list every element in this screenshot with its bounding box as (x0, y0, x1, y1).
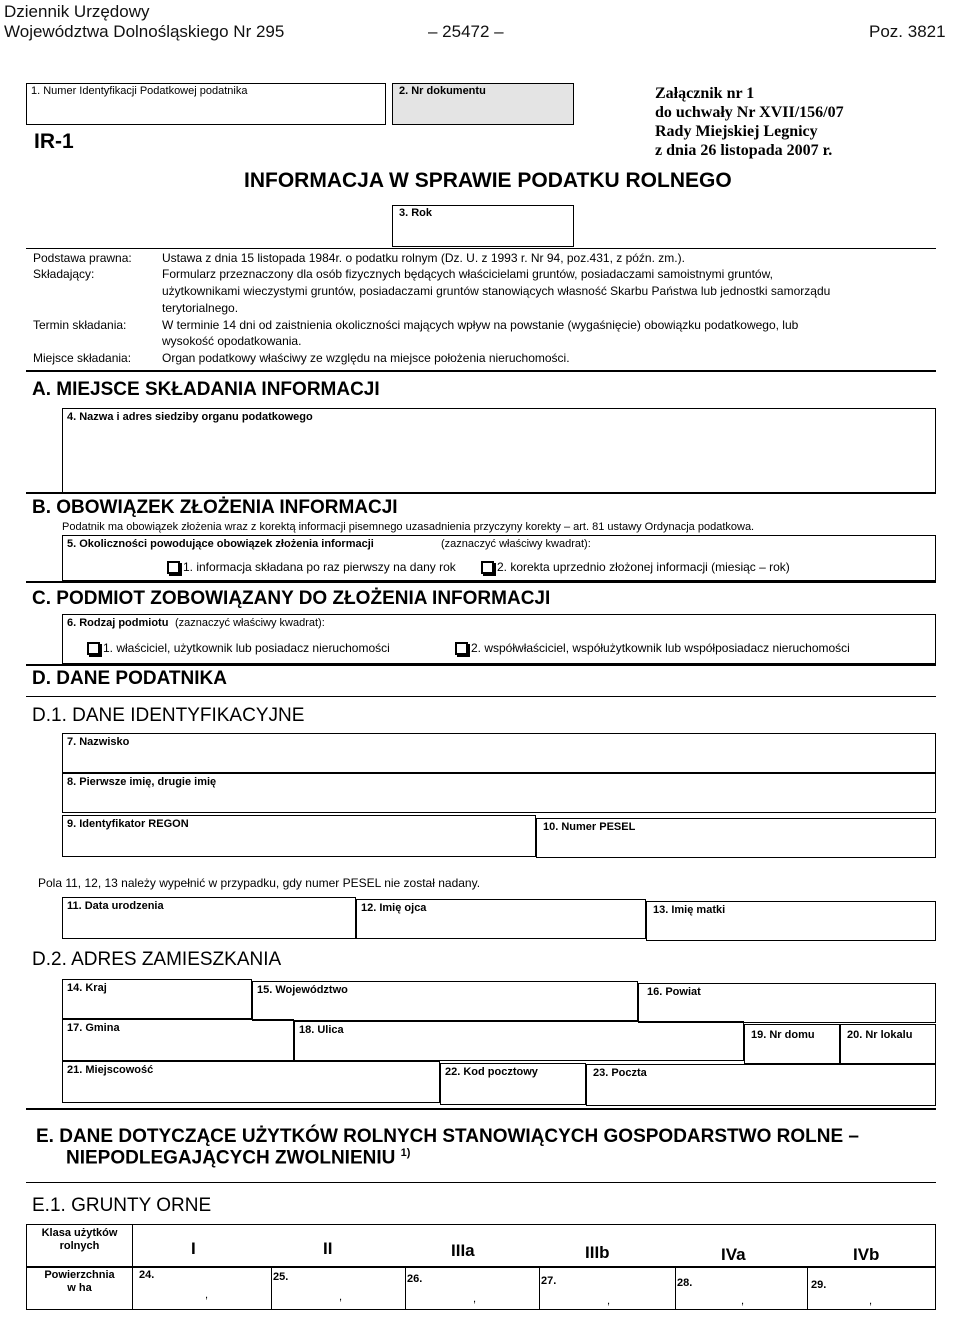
journal-title: Dziennik Urzędowy (4, 2, 150, 21)
land-area-row (26, 1266, 936, 1310)
nip-field[interactable] (26, 83, 386, 125)
pesel-field[interactable] (536, 818, 936, 858)
deadline-text-1: W terminie 14 dni od zaistnienia okoliczności mających wpływ na powstanie (wygaśnięcie) obowiązku podatkowego, lub (162, 318, 799, 332)
land-class-5: IVa (721, 1245, 746, 1264)
year-label: 3. Rok (399, 207, 433, 219)
field-14-label: 14. Kraj (67, 982, 107, 994)
country-field[interactable] (62, 979, 252, 1019)
land-class-label-2: rolnych (59, 1240, 100, 1252)
year-field[interactable] (392, 205, 574, 247)
field-18-label: 18. Ulica (299, 1024, 344, 1036)
page-number: – 25472 – (428, 22, 504, 41)
section-e-title-2-text: NIEPODLEGAJĄCYCH ZWOLNIENIU (66, 1147, 396, 1169)
option-correction-label: 2. korekta uprzednio złożonej informacji (miesiąc – rok) (497, 560, 790, 574)
attachment-line-3: Rady Miejskiej Legnicy (655, 123, 818, 140)
checkbox-owner[interactable] (87, 642, 100, 655)
section-a-title: A. MIEJSCE SKŁADANIA INFORMACJI (32, 379, 380, 400)
area-field-24-label: 24. (139, 1269, 155, 1281)
birth-date-field[interactable] (62, 897, 356, 939)
section-c-title: C. PODMIOT ZOBOWIĄZANY DO ZŁOŻENIA INFORMACJI (32, 588, 551, 609)
land-area-label-2: w ha (67, 1282, 92, 1294)
field-22-label: 22. Kod pocztowy (445, 1066, 538, 1078)
deadline-label: Termin składania: (33, 318, 127, 332)
journal-issue: Województwa Dolnośląskiego Nr 295 (4, 22, 285, 41)
pesel-note: Pola 11, 12, 13 należy wypełnić w przypadku, gdy numer PESEL nie został nadany. (38, 876, 481, 890)
postal-code-field[interactable] (440, 1063, 586, 1105)
position-number: Poz. 3821 (869, 22, 946, 41)
field-20-label: 20. Nr lokalu (847, 1029, 913, 1041)
land-class-label-1: Klasa użytków (41, 1227, 118, 1239)
filer-text-3: terytorialnego. (162, 301, 239, 315)
area-field-29-comma: , (869, 1295, 873, 1307)
land-class-row (26, 1224, 936, 1268)
field-5-box (62, 535, 936, 581)
option-owner-label: 1. właściciel, użytkownik lub posiadacz nieruchomości (103, 641, 390, 655)
option-co-owner[interactable] (455, 641, 850, 655)
field-19-label: 19. Nr domu (751, 1029, 815, 1041)
attachment-line-4: z dnia 26 listopada 2007 r. (655, 142, 833, 159)
checkbox-first-filing[interactable] (167, 561, 180, 574)
option-first-filing-label: 1. informacja składana po raz pierwszy na dany rok (183, 560, 456, 574)
nip-label: 1. Numer Identyfikacji Podatkowej podatnika (31, 85, 248, 97)
regon-field[interactable] (62, 815, 536, 857)
flat-number-field[interactable] (840, 1024, 936, 1064)
field-6-hint: (zaznaczyć właściwy kwadrat): (175, 617, 325, 629)
field-16-label: 16. Powiat (647, 986, 701, 998)
area-field-26[interactable] (405, 1267, 540, 1309)
area-field-24[interactable] (137, 1267, 272, 1309)
option-first-filing[interactable] (167, 560, 456, 574)
section-e-title-2 (66, 1147, 410, 1169)
form-title: INFORMACJA W SPRAWIE PODATKU ROLNEGO (244, 169, 732, 192)
option-correction[interactable] (481, 560, 790, 574)
section-e1-title: E.1. GRUNTY ORNE (32, 1195, 212, 1216)
section-d2-title: D.2. ADRES ZAMIESZKANIA (32, 949, 282, 970)
section-d-title: D. DANE PODATNIKA (32, 668, 227, 689)
legal-basis-label: Podstawa prawna: (33, 251, 132, 265)
section-e-title-1: E. DANE DOTYCZĄCE UŻYTKÓW ROLNYCH STANOWIĄCYCH GOSPODARSTWO ROLNE – (36, 1126, 859, 1147)
land-class-header (27, 1225, 133, 1267)
legal-basis-text: Ustawa z dnia 15 listopada 1984r. o podatku rolnym (Dz. U. z 1993 r. Nr 94, poz.431, z późn. zm.). (162, 251, 685, 265)
commune-field[interactable] (62, 1019, 294, 1061)
land-class-6: IVb (853, 1245, 880, 1264)
town-field[interactable] (62, 1061, 440, 1103)
option-owner[interactable] (87, 641, 390, 655)
filer-text-1: Formularz przeznaczony dla osób fizycznych będących właścicielami gruntów, posiadaczami samoistnymi gruntów, (162, 267, 773, 281)
field-8-label: 8. Pierwsze imię, drugie imię (67, 776, 217, 788)
area-field-26-comma: , (473, 1293, 477, 1305)
field-15-label: 15. Województwo (257, 984, 348, 996)
mother-name-field[interactable] (646, 901, 936, 941)
deadline-text-2: wysokość opodatkowania. (162, 334, 302, 348)
area-field-27[interactable] (539, 1267, 676, 1309)
section-b-note: Podatnik ma obowiązek złożenia wraz z korektą informacji pisemnego uzasadnienia przyczyny korekty – art. 81 ustawy Ordynacja podatkowa. (62, 521, 755, 533)
area-field-24-comma: , (205, 1289, 209, 1301)
surname-field[interactable] (62, 733, 936, 773)
doc-number-label: 2. Nr dokumentu (399, 85, 486, 97)
option-co-owner-label: 2. współwłaściciel, współużytkownik lub współposiadacz nieruchomości (471, 641, 850, 655)
area-field-29[interactable] (807, 1267, 935, 1309)
land-class-1: I (191, 1239, 196, 1258)
first-names-field[interactable] (62, 773, 936, 813)
field-4-label: 4. Nazwa i adres siedziby organu podatkowego (67, 411, 313, 423)
area-field-29-label: 29. (811, 1279, 827, 1291)
field-23-label: 23. Poczta (593, 1067, 647, 1079)
filer-label: Składający: (33, 267, 95, 281)
field-9-label: 9. Identyfikator REGON (67, 818, 189, 830)
voivodeship-field[interactable] (252, 981, 638, 1021)
land-area-label-1: Powierzchnia (44, 1269, 115, 1281)
filer-text-2: użytkownikami wieczystymi gruntów, posiadaczami gruntów stanowiących własność Skarbu Państwa lub jednostki samorządu (162, 284, 831, 298)
father-name-field[interactable] (356, 899, 646, 939)
field-5-hint: (zaznaczyć właściwy kwadrat): (441, 538, 591, 550)
place-text: Organ podatkowy właściwy ze względu na miejsce położenia nieruchomości. (162, 351, 570, 365)
field-10-label: 10. Numer PESEL (543, 821, 636, 833)
area-field-25-comma: , (339, 1291, 343, 1303)
tax-office-field[interactable] (62, 408, 936, 494)
land-class-2: II (323, 1239, 333, 1258)
attachment-line-2: do uchwały Nr XVII/156/07 (655, 104, 844, 121)
footnote-mark: 1) (400, 1147, 411, 1159)
area-field-25[interactable] (271, 1267, 406, 1309)
area-field-25-label: 25. (273, 1271, 289, 1283)
checkbox-correction[interactable] (481, 561, 494, 574)
field-21-label: 21. Miejscowość (67, 1064, 154, 1076)
doc-number-field (392, 83, 574, 125)
field-6-label: 6. Rodzaj podmiotu (67, 617, 169, 629)
section-d1-title: D.1. DANE IDENTYFIKACYJNE (32, 705, 305, 726)
area-field-28-comma: , (741, 1295, 745, 1307)
form-code: IR-1 (34, 130, 74, 153)
area-field-27-label: 27. (541, 1275, 557, 1287)
field-11-label: 11. Data urodzenia (67, 900, 164, 912)
attachment-note (655, 84, 844, 160)
area-field-26-label: 26. (407, 1273, 423, 1285)
field-17-label: 17. Gmina (67, 1022, 120, 1034)
house-number-field[interactable] (744, 1024, 840, 1064)
area-field-28-label: 28. (677, 1277, 693, 1289)
field-13-label: 13. Imię matki (653, 904, 726, 916)
field-12-label: 12. Imię ojca (361, 902, 427, 914)
post-office-field[interactable] (586, 1064, 936, 1106)
section-b-title: B. OBOWIĄZEK ZŁOŻENIA INFORMACJI (32, 497, 398, 518)
field-6-box (62, 614, 936, 664)
place-label: Miejsce składania: (33, 351, 132, 365)
field-7-label: 7. Nazwisko (67, 736, 130, 748)
district-field[interactable] (638, 983, 936, 1023)
area-field-28[interactable] (675, 1267, 808, 1309)
checkbox-co-owner[interactable] (455, 642, 468, 655)
field-5-label: 5. Okoliczności powodujące obowiązek złożenia informacji (67, 538, 374, 550)
attachment-line-1: Załącznik nr 1 (655, 85, 755, 102)
street-field[interactable] (294, 1021, 744, 1061)
land-class-4: IIIb (585, 1243, 610, 1262)
land-class-3: IIIa (451, 1241, 475, 1260)
area-field-27-comma: , (607, 1295, 611, 1307)
land-area-header (27, 1267, 133, 1309)
